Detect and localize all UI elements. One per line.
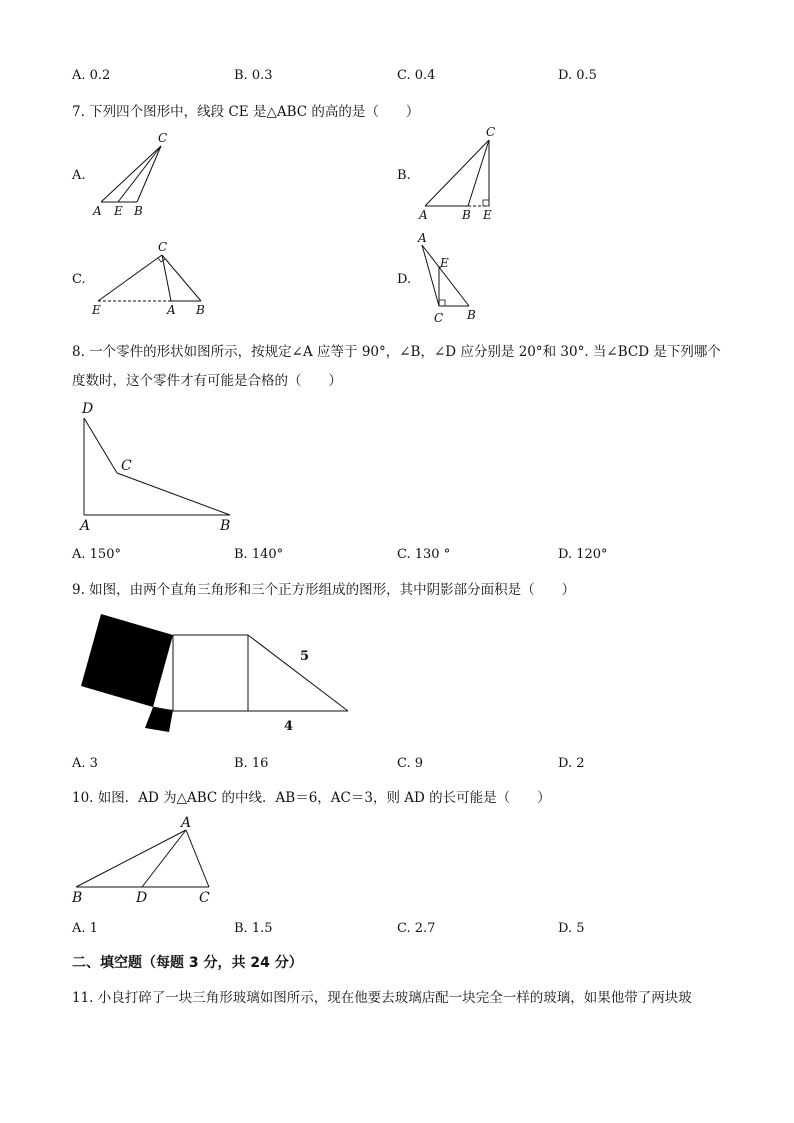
q8-label-c: C — [121, 458, 132, 474]
figC-label-a: A — [167, 303, 176, 317]
q8-figure — [76, 398, 246, 536]
figB-label-e: E — [483, 208, 492, 222]
q8-option-a: A. 150° — [72, 547, 121, 562]
section-title-fill-in: 二、填空题（每题 3 分，共 24 分） — [72, 955, 303, 971]
q10-option-d: D. 5 — [558, 921, 585, 936]
q9-option-d: D. 2 — [558, 756, 585, 771]
q9-option-b: B. 16 — [234, 756, 269, 771]
q7-stem: 7. 下列四个图形中，线段 CE 是△ABC 的高的是（ ） — [72, 104, 420, 120]
figA-label-e: E — [114, 204, 123, 218]
q9-stem: 9. 如图，由两个直角三角形和三个正方形组成的图形，其中阴影部分面积是（ ） — [72, 582, 576, 598]
figC-label-c: C — [158, 240, 168, 254]
q10-figure — [70, 812, 220, 907]
q9-figure — [80, 612, 355, 737]
q6-option-c: C. 0.4 — [397, 68, 436, 83]
q9-large-shaded-square — [81, 614, 173, 707]
q9-label-base: 4 — [284, 719, 294, 734]
figD-label-a: A — [418, 231, 427, 245]
q10-stem: 10. 如图．AD 为△ABC 的中线．AB＝6，AC＝3，则 AD 的长可能是（ ） — [72, 790, 551, 806]
figA-label-b: B — [134, 204, 143, 218]
q7-label-a: A. — [72, 168, 86, 183]
q9-option-c: C. 9 — [397, 756, 424, 771]
q9-label-hypotenuse: 5 — [300, 649, 310, 664]
figB-label-b: B — [462, 208, 471, 222]
q9-option-a: A. 3 — [72, 756, 98, 771]
q6-option-b: B. 0.3 — [234, 68, 273, 83]
q7-figure-c — [88, 238, 213, 320]
q9-small-shaded-square — [145, 707, 173, 732]
q6-option-a: A. 0.2 — [72, 68, 111, 83]
q8-stem-line1: 8. 一个零件的形状如图所示，按规定∠A 应等于 90°，∠B，∠D 应分别是 20°和 30°. 当∠BCD 是下列哪个 — [72, 344, 721, 360]
q8-stem-line2: 度数时，这个零件才有可能是合格的（ ） — [72, 373, 342, 389]
figB-label-a: A — [419, 208, 428, 222]
figA-label-c: C — [158, 131, 168, 145]
q11-stem: 11. 小良打碎了一块三角形玻璃如图所示，现在他要去玻璃店配一块完全一样的玻璃，如果他带了两块玻 — [72, 990, 692, 1006]
figD-label-e: E — [440, 256, 449, 270]
q6-option-d: D. 0.5 — [558, 68, 597, 83]
q7-label-b: B. — [397, 168, 411, 183]
q8-option-c: C. 130 ° — [397, 547, 451, 562]
q8-option-d: D. 120° — [558, 547, 608, 562]
q8-label-b: B — [220, 518, 231, 534]
figB-label-c: C — [486, 125, 496, 139]
q7-label-d: D. — [397, 272, 412, 287]
q10-label-d: D — [136, 890, 148, 906]
q8-label-a: A — [80, 518, 91, 534]
figD-label-b: B — [467, 308, 476, 322]
q10-label-b: B — [72, 890, 83, 906]
q7-figure-d — [412, 230, 492, 325]
q7-figure-a — [88, 128, 178, 220]
q8-option-b: B. 140° — [234, 547, 284, 562]
figD-label-c: C — [434, 311, 444, 325]
q8-label-d: D — [82, 401, 94, 417]
q10-label-a: A — [181, 815, 192, 831]
q10-label-c: C — [199, 890, 210, 906]
q7-figure-b — [415, 126, 510, 221]
q10-option-b: B. 1.5 — [234, 921, 273, 936]
q10-option-a: A. 1 — [72, 921, 98, 936]
q10-option-c: C. 2.7 — [397, 921, 436, 936]
figA-label-a: A — [93, 204, 102, 218]
figC-label-e: E — [92, 303, 101, 317]
q7-label-c: C. — [72, 272, 86, 287]
figC-label-b: B — [196, 303, 205, 317]
